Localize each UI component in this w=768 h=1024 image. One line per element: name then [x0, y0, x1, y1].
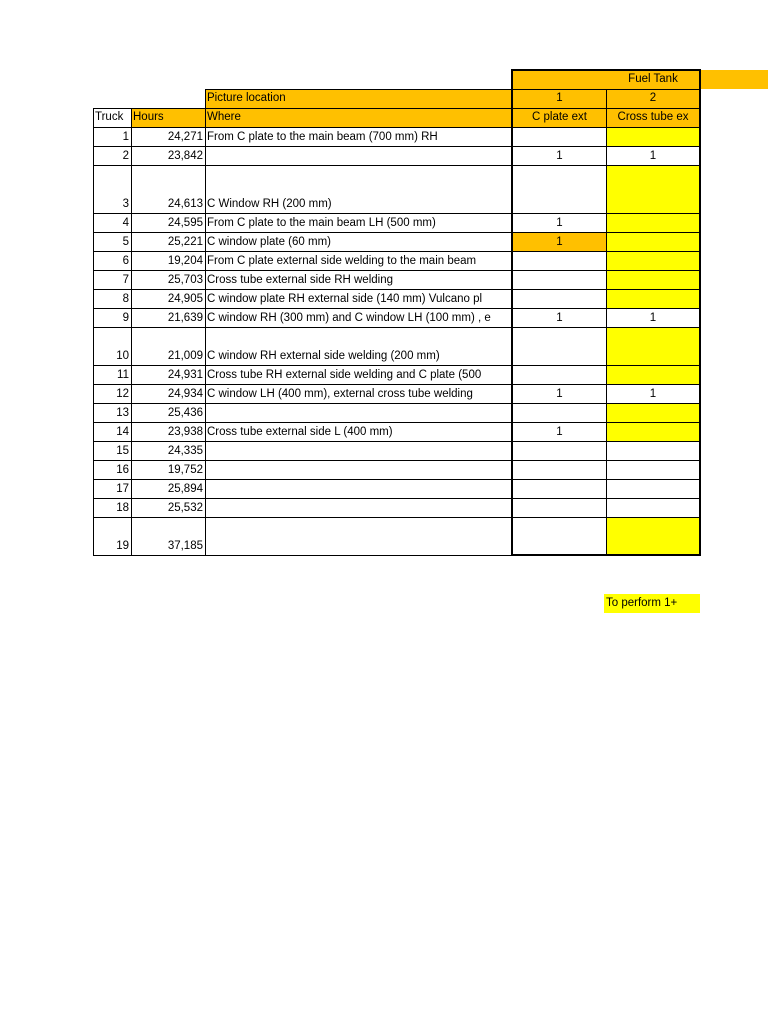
cross-tube-cell[interactable]: 1 — [649, 388, 657, 400]
hours-cell[interactable]: 24,335 — [167, 445, 203, 457]
truck-cell[interactable]: 8 — [122, 293, 129, 305]
where-column-header: Where — [205, 108, 513, 127]
c-plate-ext-cell[interactable]: 1 — [556, 312, 563, 324]
truck-cell[interactable]: 3 — [122, 198, 129, 210]
hours-cell[interactable]: 24,271 — [167, 131, 203, 143]
fuel-col-2-name: Cross tube ex — [606, 108, 700, 127]
c-plate-ext-cell[interactable]: 1 — [556, 388, 563, 400]
truck-cell[interactable]: 4 — [122, 217, 129, 229]
truck-cell[interactable]: 11 — [117, 369, 129, 381]
cross-tube-cell[interactable] — [606, 213, 700, 232]
cross-tube-cell[interactable] — [606, 403, 700, 422]
cross-tube-cell[interactable] — [606, 479, 700, 498]
truck-cell[interactable]: 6 — [122, 255, 129, 267]
c-plate-ext-cell[interactable] — [513, 517, 606, 555]
truck-cell[interactable]: 9 — [122, 312, 129, 324]
fuel-col-1-number: 1 — [513, 89, 606, 108]
c-plate-ext-cell[interactable] — [513, 127, 606, 146]
truck-cell[interactable]: 16 — [116, 464, 129, 476]
hours-cell[interactable]: 25,894 — [167, 483, 203, 495]
grid-line — [606, 89, 607, 555]
cross-tube-cell[interactable]: 1 — [649, 312, 657, 324]
hours-cell[interactable]: 25,532 — [167, 502, 203, 514]
cross-tube-cell[interactable] — [606, 498, 700, 517]
where-cell[interactable]: C window RH external side welding (200 mm) — [207, 350, 440, 362]
grid-line — [93, 365, 700, 366]
where-cell[interactable]: C Window RH (200 mm) — [207, 198, 332, 210]
c-plate-ext-cell[interactable] — [513, 441, 606, 460]
truck-cell[interactable]: 19 — [116, 540, 129, 552]
grid-line — [131, 108, 132, 555]
grid-line — [93, 479, 700, 480]
grid-line — [93, 146, 700, 147]
c-plate-ext-cell[interactable]: 1 — [556, 426, 563, 438]
truck-cell[interactable]: 15 — [116, 445, 129, 457]
grid-line — [93, 232, 700, 233]
cross-tube-cell[interactable] — [606, 165, 700, 213]
truck-cell[interactable]: 1 — [122, 131, 129, 143]
where-cell[interactable]: C window plate RH external side (140 mm) Vulcano pl — [207, 293, 483, 305]
hours-cell[interactable]: 25,221 — [167, 236, 203, 248]
grid-line — [93, 108, 94, 555]
hours-cell[interactable]: 21,009 — [167, 350, 203, 362]
cross-tube-cell[interactable] — [606, 517, 700, 555]
grid-line — [205, 89, 206, 555]
grid-line — [93, 517, 700, 518]
truck-cell[interactable]: 13 — [116, 407, 129, 419]
truck-cell[interactable]: 17 — [116, 483, 129, 495]
where-cell[interactable] — [205, 460, 513, 479]
c-plate-ext-cell[interactable] — [513, 498, 606, 517]
cross-tube-cell[interactable]: 1 — [649, 150, 657, 162]
truck-cell[interactable]: 10 — [116, 350, 129, 362]
grid-line — [511, 69, 701, 71]
grid-line — [93, 498, 700, 499]
hours-cell[interactable]: 37,185 — [167, 540, 203, 552]
c-plate-ext-cell[interactable] — [513, 403, 606, 422]
cross-tube-cell[interactable] — [606, 365, 700, 384]
where-cell[interactable] — [205, 517, 513, 555]
where-cell[interactable] — [205, 403, 513, 422]
truck-cell[interactable]: 2 — [122, 150, 129, 162]
hours-cell[interactable]: 24,931 — [167, 369, 203, 381]
footnote: To perform 1+ — [604, 594, 700, 613]
grid-line — [93, 251, 700, 252]
grid-line — [93, 308, 700, 309]
cross-tube-cell[interactable] — [606, 441, 700, 460]
hours-cell[interactable]: 19,752 — [167, 464, 203, 476]
where-cell[interactable]: Cross tube external side RH welding — [207, 274, 394, 286]
where-cell[interactable]: Cross tube external side L (400 mm) — [207, 426, 393, 438]
hours-cell[interactable]: 23,938 — [167, 426, 203, 438]
grid-line — [93, 289, 700, 290]
hours-cell[interactable]: 24,595 — [167, 217, 203, 229]
where-cell[interactable]: Cross tube RH external side welding and C plate (500 — [207, 369, 482, 381]
picture-location-header: Picture location — [205, 89, 513, 108]
c-plate-ext-cell[interactable] — [513, 289, 606, 308]
hours-cell[interactable]: 24,934 — [167, 388, 203, 400]
where-cell[interactable] — [205, 498, 513, 517]
truck-cell[interactable]: 5 — [122, 236, 129, 248]
grid-line — [93, 422, 700, 423]
grid-line — [511, 69, 513, 556]
c-plate-ext-cell[interactable]: 1 — [556, 150, 563, 162]
hours-cell[interactable]: 24,905 — [167, 293, 203, 305]
c-plate-ext-cell[interactable]: 1 — [556, 217, 563, 229]
truck-cell[interactable]: 7 — [122, 274, 129, 286]
where-cell[interactable]: C window plate (60 mm) — [207, 236, 331, 248]
where-cell[interactable] — [205, 441, 513, 460]
grid-line — [93, 441, 700, 442]
hours-cell[interactable]: 25,436 — [167, 407, 203, 419]
where-cell[interactable]: C window RH (300 mm) and C window LH (100 mm) , e — [207, 312, 491, 324]
fuel-col-2-number: 2 — [606, 89, 700, 108]
hours-column-header: Hours — [131, 108, 205, 127]
cross-tube-cell[interactable] — [606, 251, 700, 270]
grid-line — [93, 270, 700, 271]
cross-tube-cell[interactable] — [606, 422, 700, 441]
truck-cell[interactable]: 18 — [116, 502, 129, 514]
grid-line — [93, 127, 700, 128]
where-cell[interactable]: From C plate external side welding to the main beam — [207, 255, 477, 267]
cross-tube-cell[interactable] — [606, 232, 700, 251]
c-plate-ext-cell[interactable] — [513, 327, 606, 365]
c-plate-ext-cell[interactable] — [513, 251, 606, 270]
grid-line — [93, 213, 700, 214]
cross-tube-cell[interactable] — [606, 127, 700, 146]
grid-line — [93, 108, 700, 109]
c-plate-ext-cell[interactable] — [513, 460, 606, 479]
hours-cell[interactable]: 25,703 — [167, 274, 203, 286]
hours-cell[interactable]: 24,613 — [167, 198, 203, 210]
cross-tube-cell[interactable] — [606, 289, 700, 308]
fuel-tank-title: Fuel Tank — [628, 73, 678, 85]
hours-cell[interactable]: 21,639 — [167, 312, 203, 324]
c-plate-ext-cell[interactable] — [513, 479, 606, 498]
cross-tube-cell[interactable] — [606, 460, 700, 479]
hours-cell[interactable]: 19,204 — [167, 255, 203, 267]
grid-line — [699, 69, 701, 556]
cross-tube-cell[interactable] — [606, 270, 700, 289]
c-plate-ext-cell[interactable] — [513, 165, 606, 213]
grid-line — [93, 403, 700, 404]
where-cell[interactable] — [205, 479, 513, 498]
grid-line — [93, 384, 700, 385]
truck-column-header: Truck — [95, 111, 124, 123]
grid-line — [93, 327, 700, 328]
where-cell[interactable]: From C plate to the main beam LH (500 mm) — [207, 217, 436, 229]
fuel-col-1-name: C plate ext — [513, 108, 606, 127]
truck-cell[interactable]: 14 — [116, 426, 129, 438]
grid-line — [93, 165, 700, 166]
c-plate-ext-cell[interactable] — [513, 270, 606, 289]
grid-line — [93, 460, 700, 461]
where-cell[interactable]: C window LH (400 mm), external cross tube welding — [207, 388, 473, 400]
grid-line — [205, 89, 700, 90]
where-cell[interactable] — [205, 146, 513, 165]
where-cell[interactable]: From C plate to the main beam (700 mm) RH — [207, 131, 438, 143]
hours-cell[interactable]: 23,842 — [167, 150, 203, 162]
c-plate-ext-cell[interactable]: 1 — [513, 232, 606, 251]
truck-cell[interactable]: 12 — [116, 388, 129, 400]
cross-tube-cell[interactable] — [606, 327, 700, 365]
c-plate-ext-cell[interactable] — [513, 365, 606, 384]
